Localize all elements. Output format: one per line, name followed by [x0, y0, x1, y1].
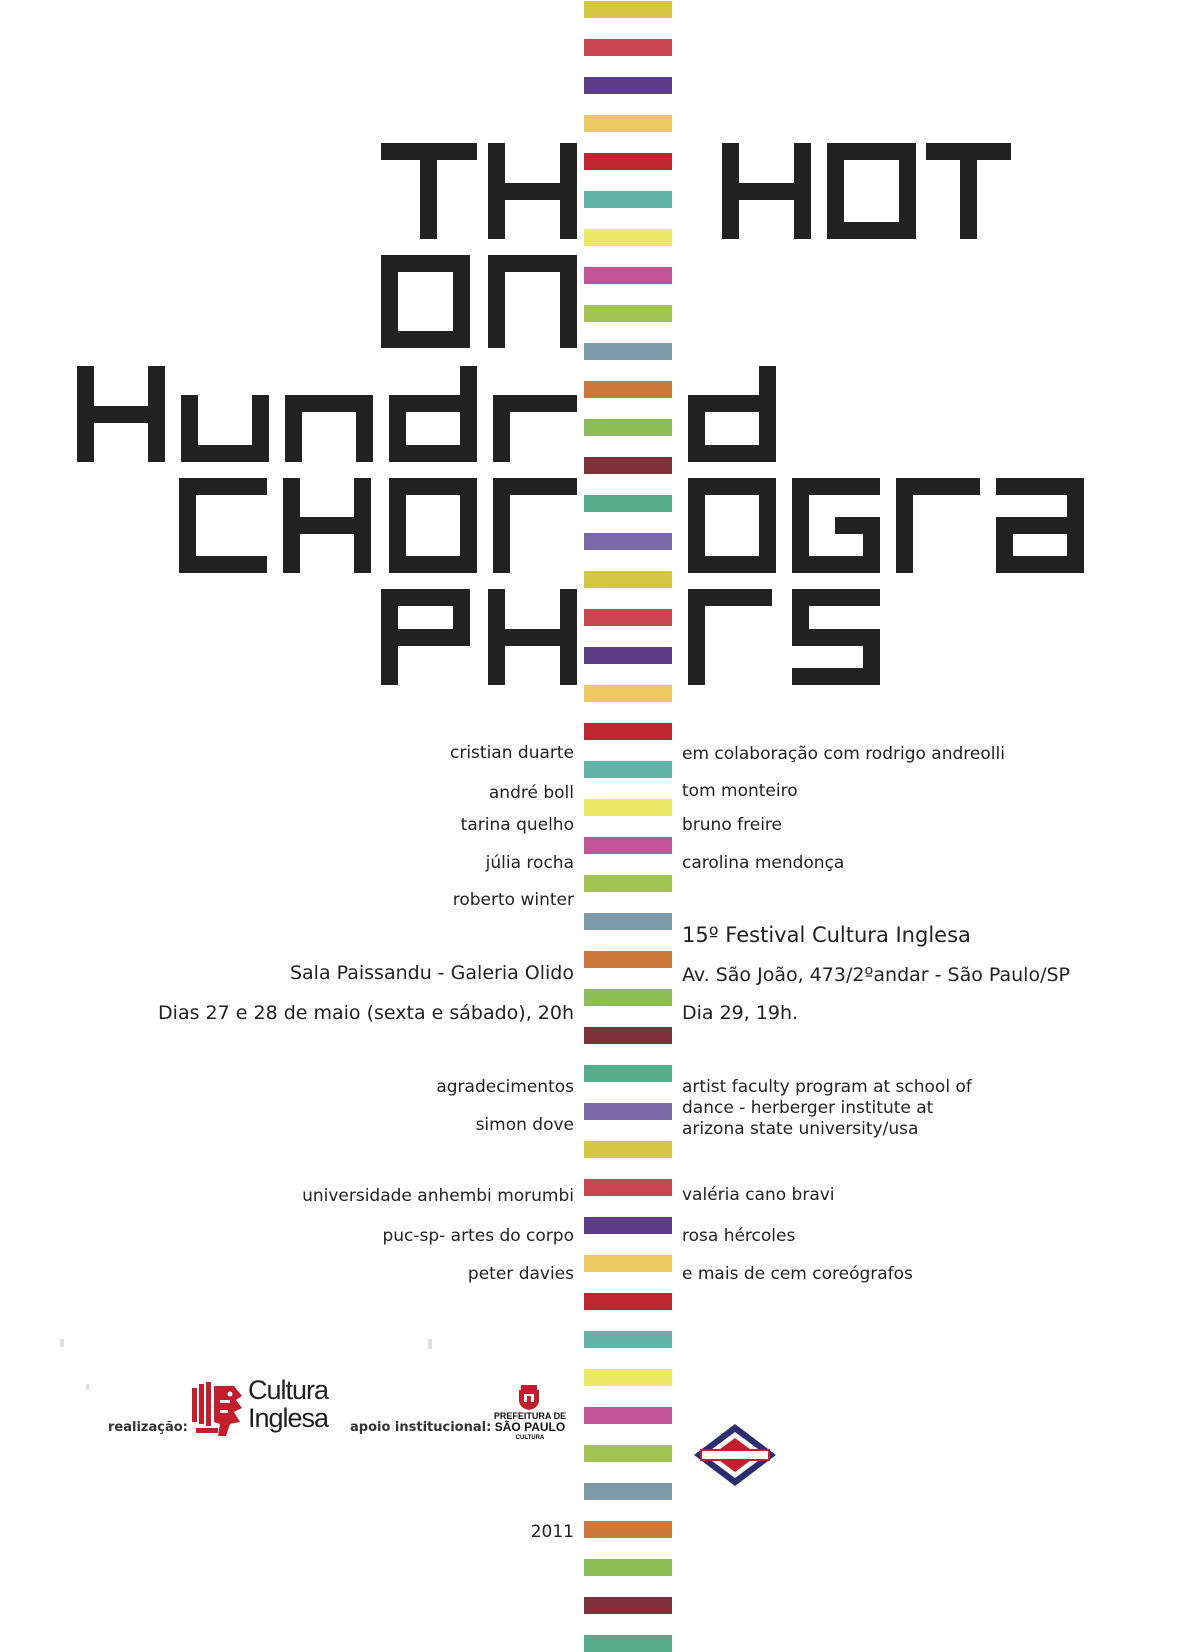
credit-tarina: tarina quelho [460, 815, 574, 835]
speck [428, 1339, 432, 1349]
color-stripe [584, 1179, 672, 1196]
title-letters [77, 143, 1084, 685]
credit-carolina: carolina mendonça [682, 853, 845, 873]
color-stripe [584, 1521, 672, 1538]
color-stripe [584, 1445, 672, 1462]
color-stripe [584, 837, 672, 854]
color-stripe [584, 1065, 672, 1082]
credit-andre: andré boll [488, 783, 574, 803]
address: Av. São João, 473/2ºandar - São Paulo/SP [682, 964, 1070, 986]
color-stripe [584, 1635, 672, 1652]
color-stripe [584, 1369, 672, 1386]
color-stripe [584, 1559, 672, 1576]
cultura-text: Cultura [248, 1375, 329, 1405]
prefeitura-line1: PREFEITURA DE [493, 1411, 567, 1421]
venue: Sala Paissandu - Galeria Olido [289, 962, 574, 984]
credit-tom: tom monteiro [682, 781, 798, 801]
apoio-label: apoio institucional: [350, 1420, 492, 1435]
credit-roberto: roberto winter [452, 890, 574, 910]
realizacao-label: realização: [108, 1420, 188, 1435]
credit-julia: júlia rocha [485, 853, 574, 873]
dates: Dias 27 e 28 de maio (sexta e sábado), 20h [158, 1002, 574, 1024]
title-block [0, 0, 1179, 700]
thanks-peter: peter davies [467, 1264, 574, 1284]
color-stripe [584, 1027, 672, 1044]
color-stripe [584, 799, 672, 816]
color-stripe [584, 951, 672, 968]
credit-bruno: bruno freire [682, 815, 782, 835]
color-stripe [584, 989, 672, 1006]
year: 2011 [530, 1522, 574, 1542]
color-stripe [584, 1407, 672, 1424]
color-stripe [584, 1255, 672, 1272]
festival-badge-icon [692, 1422, 778, 1488]
thanks-puc: puc-sp- artes do corpo [382, 1226, 574, 1246]
color-stripe [584, 723, 672, 740]
prefeitura-logo [490, 1384, 570, 1444]
lion-icon [190, 1378, 250, 1442]
color-stripe [584, 875, 672, 892]
prefeitura-line3: CULTURA [515, 1435, 545, 1441]
color-stripe [584, 761, 672, 778]
color-stripe [584, 1483, 672, 1500]
color-stripe [584, 913, 672, 930]
color-stripe [584, 1293, 672, 1310]
color-stripe [584, 1141, 672, 1158]
credit-collab: em colaboração com rodrigo andreolli [682, 744, 1005, 764]
thanks-anhembi: universidade anhembi morumbi [302, 1186, 574, 1206]
color-stripe [584, 1217, 672, 1234]
speck [60, 1339, 64, 1347]
color-stripe [584, 1103, 672, 1120]
thanks-heading: agradecimentos [436, 1077, 574, 1097]
day29: Dia 29, 19h. [682, 1002, 799, 1024]
thanks-cem: e mais de cem coreógrafos [682, 1264, 913, 1284]
speck [86, 1384, 89, 1390]
color-stripe [584, 1597, 672, 1614]
prefeitura-line2: SÃO PAULO [494, 1420, 566, 1434]
cultura-inglesa-logo [190, 1376, 340, 1446]
inglesa-text: Inglesa [248, 1403, 329, 1433]
thanks-simon: simon dove [475, 1115, 574, 1135]
festival-name: 15º Festival Cultura Inglesa [682, 923, 971, 947]
thanks-rosa: rosa hércoles [682, 1226, 796, 1246]
city-crest-icon [516, 1384, 542, 1410]
thanks-program: artist faculty program at school of dance - herberger institute at arizona state university/usa [682, 1077, 972, 1139]
thanks-valeria: valéria cano bravi [682, 1185, 835, 1205]
credit-cristian: cristian duarte [450, 743, 574, 763]
color-stripe [584, 1331, 672, 1348]
